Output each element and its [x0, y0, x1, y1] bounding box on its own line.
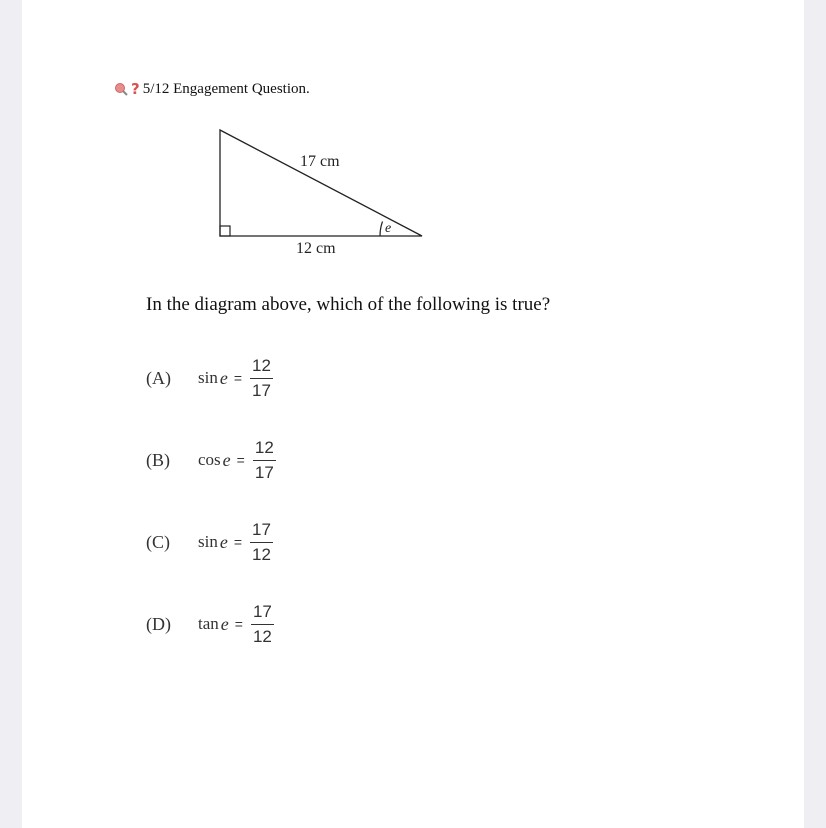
- denominator: 12: [252, 626, 272, 646]
- base-label: 12 cm: [296, 240, 336, 257]
- equals-sign: =: [233, 534, 243, 550]
- option-letter: (B): [146, 449, 170, 470]
- header-title: 5/12 Engagement Question.: [142, 80, 310, 97]
- right-triangle-diagram: [210, 120, 460, 260]
- numerator: 17: [250, 520, 273, 543]
- numerator: 12: [253, 438, 276, 461]
- angle-label: e: [385, 221, 392, 236]
- triangle-shape: [220, 130, 422, 236]
- numerator: 17: [251, 602, 274, 625]
- fraction: [251, 602, 274, 647]
- trig-function: sin: [198, 368, 218, 387]
- question-mark-icon: ?: [131, 80, 140, 98]
- fraction: [253, 438, 276, 483]
- magnifier-icon: [114, 82, 128, 96]
- denominator: 17: [252, 380, 271, 400]
- fraction: [250, 356, 273, 401]
- option-letter: (D): [146, 613, 171, 634]
- angle-variable: e: [219, 531, 228, 552]
- angle-variable: e: [222, 449, 231, 470]
- option-letter: (A): [146, 367, 171, 388]
- equals-sign: =: [233, 370, 243, 386]
- option-c[interactable]: [146, 516, 446, 568]
- trig-function: cos: [198, 450, 221, 469]
- angle-variable: e: [220, 613, 229, 634]
- numerator: 12: [250, 356, 273, 379]
- denominator: 12: [252, 544, 271, 564]
- equals-sign: =: [234, 616, 243, 632]
- option-d[interactable]: [146, 598, 446, 650]
- hypotenuse-label: 17 cm: [300, 153, 340, 170]
- trig-function: tan: [198, 614, 219, 633]
- equals-sign: =: [236, 452, 245, 468]
- option-letter: (C): [146, 531, 170, 552]
- angle-arc: [380, 222, 383, 237]
- option-b[interactable]: [146, 434, 446, 486]
- option-a[interactable]: [146, 352, 446, 404]
- trig-function: sin: [198, 532, 218, 551]
- question-text: In the diagram above, which of the following is true?: [146, 294, 551, 315]
- fraction: [250, 520, 273, 565]
- right-angle-marker: [220, 226, 230, 236]
- angle-variable: e: [219, 367, 228, 388]
- question-header: [114, 80, 310, 98]
- denominator: 17: [254, 462, 274, 482]
- document-page: [22, 0, 804, 828]
